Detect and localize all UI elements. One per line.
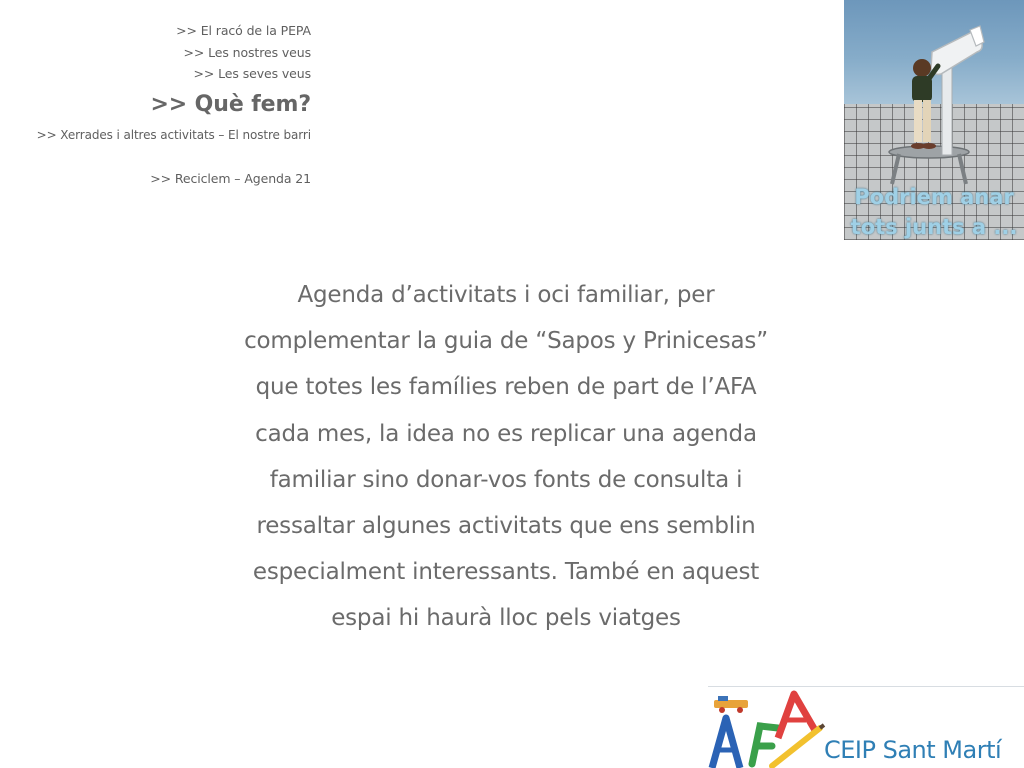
paragraph-line: que totes les famílies reben de part de l’AFA [255, 374, 757, 401]
paragraph-line: espai hi haurà lloc pels viatges [331, 605, 681, 632]
nav-link-que-fem-current[interactable]: >> Què fem? [150, 91, 311, 117]
nav-link-nostres-veus[interactable]: >> Les nostres veus [183, 44, 311, 60]
nav-link-reciclem[interactable]: >> Reciclem – Agenda 21 [150, 170, 311, 186]
paragraph-line: especialment interessants. També en aquest [252, 559, 760, 586]
logo-divider [708, 686, 1024, 687]
paragraph-line: complementar la guia de “Sapos y Prinicesas” [244, 328, 768, 355]
nav-spacer [0, 146, 311, 168]
child-with-binoculars-photo [844, 0, 1024, 240]
photo-caption [844, 182, 1024, 240]
paragraph-line: ressaltar algunes activitats que ens semblin [256, 513, 756, 540]
paragraph-line: Agenda d’activitats i oci familiar, per [297, 282, 715, 308]
afa-letters-logo [708, 688, 828, 768]
paragraph-line: cada mes, la idea no es replicar una agenda [255, 420, 757, 447]
nav-link-raco-pepa[interactable]: >> El racó de la PEPA [176, 23, 311, 38]
section-navigation [0, 20, 311, 189]
nav-link-seves-veus[interactable]: >> Les seves veus [193, 66, 311, 81]
photo-caption-line-2: tots junts a ... [850, 215, 1018, 239]
school-name: CEIP Sant Martí [824, 736, 1002, 764]
intro-paragraph [208, 272, 804, 642]
nav-link-xerrades[interactable]: >> Xerrades i altres activitats – El nostre barri [36, 127, 311, 142]
paragraph-line: familiar sino donar-vos fonts de consulta i [269, 466, 743, 493]
afa-school-logo [708, 688, 1024, 768]
photo-caption-line-1: Podriem anar [854, 185, 1014, 209]
